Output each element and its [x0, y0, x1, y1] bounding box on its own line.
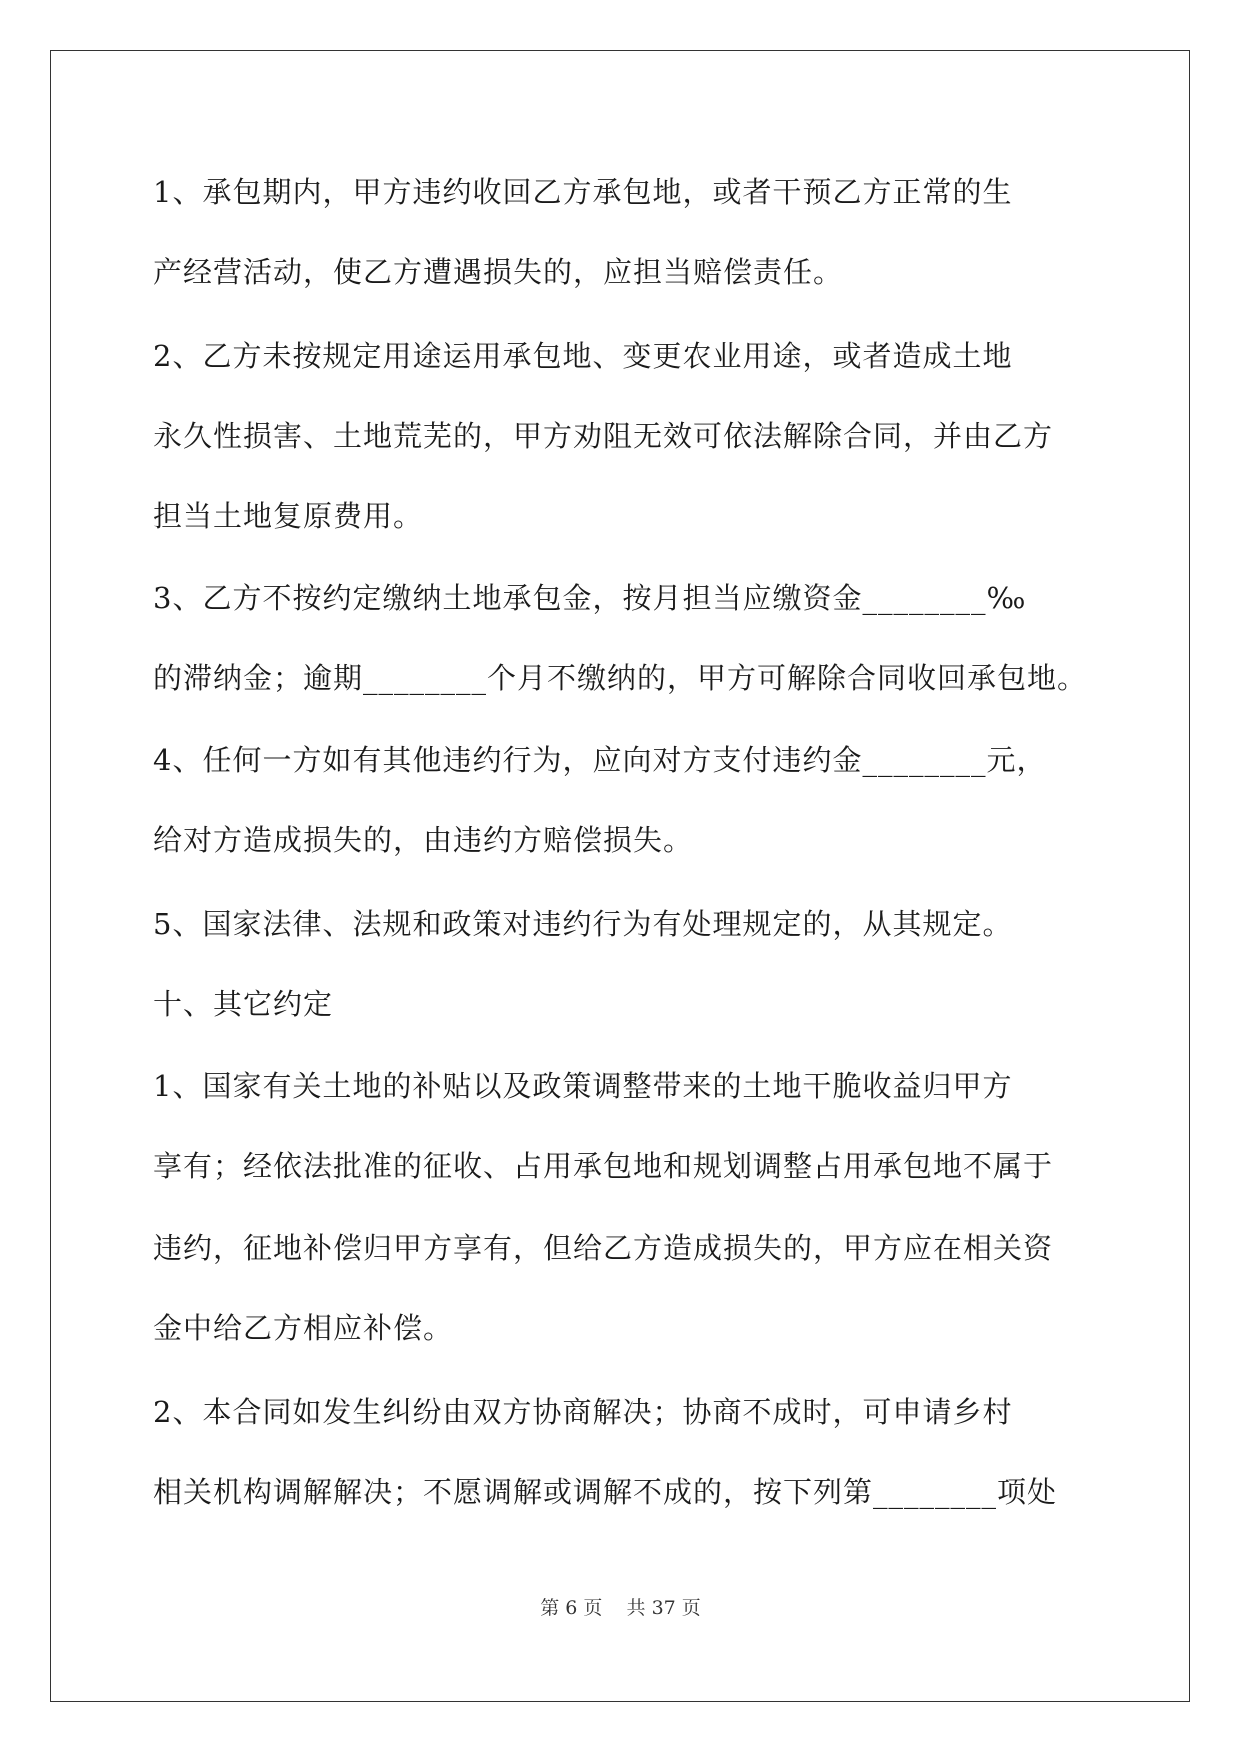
text-line: 享有；经依法批准的征收、占用承包地和规划调整占用承包地不属于 [153, 1149, 1054, 1183]
text-line: 的滞纳金；逾期________个月不缴纳的，甲方可解除合同收回承包地。 [153, 661, 1088, 695]
text-line: 3、乙方不按约定缴纳土地承包金，按月担当应缴资金________‰ [153, 581, 1027, 615]
text-line: 2、乙方未按规定用途运用承包地、变更农业用途，或者造成土地 [153, 339, 1013, 373]
text-line: 1、承包期内，甲方违约收回乙方承包地，或者干预乙方正常的生 [153, 175, 1013, 209]
text-line: 给对方造成损失的，由违约方赔偿损失。 [153, 823, 694, 857]
page-number: 第 6 页 [540, 1597, 603, 1619]
text-line: 1、国家有关土地的补贴以及政策调整带来的土地干脆收益归甲方 [153, 1069, 1013, 1103]
text-line: 2、本合同如发生纠纷由双方协商解决；协商不成时，可申请乡村 [153, 1395, 1013, 1429]
text-line: 相关机构调解解决；不愿调解或调解不成的，按下列第________项处 [153, 1475, 1058, 1509]
text-line: 4、任何一方如有其他违约行为，应向对方支付违约金________元， [153, 743, 1047, 777]
text-line: 产经营活动，使乙方遭遇损失的，应担当赔偿责任。 [153, 255, 844, 289]
page-footer [0, 1596, 1241, 1620]
page-border [50, 50, 1190, 1702]
text-line: 金中给乙方相应补偿。 [153, 1311, 454, 1345]
section-heading: 十、其它约定 [153, 987, 334, 1021]
text-line: 违约，征地补偿归甲方享有，但给乙方造成损失的，甲方应在相关资 [153, 1231, 1054, 1265]
page-total: 共 37 页 [626, 1597, 701, 1619]
text-line: 担当土地复原费用。 [153, 499, 424, 533]
text-line: 永久性损害、土地荒芜的，甲方劝阻无效可依法解除合同，并由乙方 [153, 419, 1054, 453]
text-line: 5、国家法律、法规和政策对违约行为有处理规定的，从其规定。 [153, 907, 1013, 941]
